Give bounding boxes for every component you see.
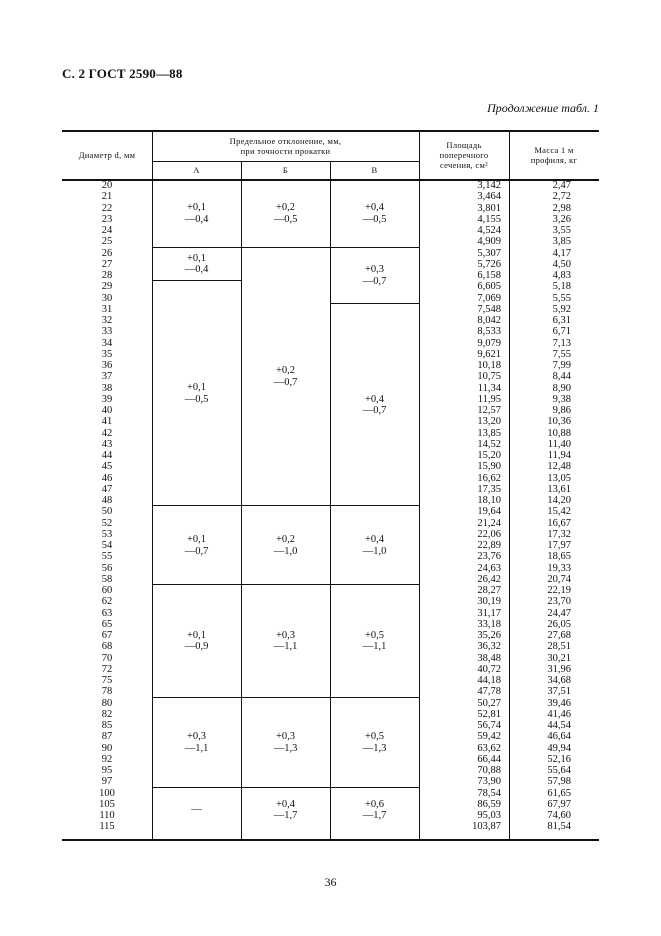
diameter-cell: 55 — [101, 551, 113, 563]
diameter-cell: 34 — [101, 337, 113, 349]
area-cell: 14,52 — [477, 438, 501, 450]
diameter-cell: 58 — [101, 573, 113, 585]
area-cell: 66,44 — [477, 753, 501, 765]
header-diameter: Диаметр d, мм — [78, 149, 136, 160]
tolerance-cell-a: +0,1 —0,9 — [184, 629, 209, 653]
mass-cell: 9,38 — [552, 393, 571, 405]
diameter-cell: 40 — [101, 405, 113, 416]
mass-cell: 57,98 — [547, 776, 571, 788]
mass-cell: 5,18 — [552, 281, 571, 293]
mass-cell: 61,65 — [547, 787, 571, 799]
diameter-cell: 54 — [101, 540, 113, 551]
mass-cell: 67,97 — [547, 798, 571, 810]
tolerance-cell-b: +0,3 —1,1 — [273, 629, 298, 653]
area-cell: 6,605 — [477, 281, 501, 293]
tolerance-cell-v: +0,6 —1,7 — [362, 798, 387, 821]
tolerance-cell-v: +0,5 —1,1 — [362, 629, 387, 653]
diameter-cell: 39 — [101, 393, 113, 405]
header-class-b: Б — [282, 165, 289, 175]
tolerance-cell-v: +0,5 —1,3 — [362, 731, 387, 754]
area-cell: 30,19 — [477, 596, 501, 608]
diameter-cell: 23 — [101, 213, 113, 225]
area-cell: 59,42 — [477, 731, 501, 743]
tolerance-cell-b: +0,2 —1,0 — [273, 534, 298, 557]
mass-cell: 49,94 — [547, 742, 571, 754]
diameter-cell: 85 — [101, 720, 113, 731]
area-cell: 24,63 — [477, 562, 501, 574]
area-cell: 38,48 — [477, 652, 501, 664]
area-cell: 26,42 — [477, 573, 501, 585]
mass-cell: 14,20 — [547, 495, 571, 506]
area-cell: 33,18 — [477, 618, 501, 630]
area-cell: 3,464 — [477, 191, 501, 203]
diameter-cell: 67 — [101, 630, 113, 641]
diameter-cell: 47 — [101, 483, 113, 495]
area-cell: 15,20 — [477, 450, 501, 461]
diameter-cell: 29 — [101, 281, 113, 293]
diameter-cell: 42 — [101, 427, 113, 439]
diameter-cell: 24 — [101, 225, 113, 236]
diameter-cell: 115 — [99, 821, 115, 833]
diameter-cell: 65 — [101, 618, 113, 630]
mass-cell: 9,86 — [552, 405, 571, 416]
area-cell: 7,548 — [477, 303, 501, 315]
diameter-cell: 100 — [99, 787, 115, 799]
diameter-cell: 26 — [101, 247, 113, 259]
tolerance-cell-b: +0,3 —1,3 — [273, 731, 298, 754]
area-cell: 52,81 — [477, 708, 501, 720]
diameter-cell: 20 — [101, 180, 113, 191]
area-cell: 63,62 — [477, 742, 501, 754]
tolerance-cell-a: +0,1 —0,4 — [184, 252, 209, 276]
area-cell: 4,155 — [477, 213, 501, 225]
area-cell: 3,142 — [477, 180, 501, 191]
area-cell: 8,042 — [477, 315, 501, 326]
mass-cell: 4,17 — [552, 247, 571, 259]
mass-cell: 10,88 — [547, 427, 571, 439]
area-cell: 56,74 — [477, 720, 501, 731]
mass-cell: 6,71 — [552, 326, 571, 338]
mass-cell: 5,92 — [552, 303, 571, 315]
diameter-cell: 68 — [101, 641, 113, 653]
tolerance-cell-v: +0,3 —0,7 — [362, 264, 387, 287]
tolerance-cell-a: +0,1 —0,7 — [184, 534, 209, 557]
dimensions-table — [62, 130, 599, 840]
page-number: 36 — [324, 875, 337, 889]
mass-cell: 6,31 — [552, 315, 571, 326]
area-cell: 16,62 — [477, 472, 501, 484]
area-cell: 13,85 — [477, 427, 501, 439]
area-cell: 5,726 — [477, 258, 501, 270]
diameter-cell: 44 — [101, 450, 113, 461]
mass-cell: 15,42 — [547, 506, 571, 518]
diameter-cell: 48 — [101, 495, 113, 506]
tolerance-cell-v: +0,4 —1,0 — [362, 534, 387, 557]
tolerance-cell-b: +0,2 —0,5 — [273, 202, 298, 225]
mass-cell: 13,61 — [547, 483, 571, 495]
area-cell: 17,35 — [477, 483, 501, 495]
area-cell: 6,158 — [477, 270, 501, 281]
mass-cell: 3,85 — [552, 236, 571, 248]
area-cell: 95,03 — [477, 810, 501, 821]
tolerance-cell-b: +0,4 —1,7 — [273, 798, 298, 821]
diameter-cell: 62 — [101, 596, 113, 608]
area-cell: 22,06 — [477, 528, 501, 540]
header-class-a: А — [193, 165, 200, 175]
tolerance-cell-b: +0,2 —0,7 — [273, 365, 298, 388]
diameter-cell: 105 — [99, 798, 115, 810]
area-cell: 11,34 — [477, 382, 501, 394]
diameter-cell: 63 — [101, 607, 113, 619]
mass-cell: 12,48 — [547, 461, 571, 473]
area-cell: 103,87 — [472, 821, 501, 833]
mass-cell: 2,47 — [552, 180, 571, 191]
tolerance-cell-v: +0,4 —0,5 — [362, 202, 387, 225]
area-cell: 9,621 — [477, 348, 501, 360]
table-continuation-note: Продолжение табл. 1 — [487, 101, 599, 115]
header-deviation: Предельное отклонение, мм, при точности прокатки — [229, 135, 342, 156]
tolerance-cell-v: +0,4 —0,7 — [362, 393, 387, 416]
diameter-cell: 43 — [101, 438, 113, 450]
mass-cell: 52,16 — [547, 753, 571, 765]
diameter-cell: 41 — [101, 416, 113, 428]
area-cell: 15,90 — [477, 461, 501, 473]
mass-cell: 7,55 — [552, 348, 571, 360]
diameter-cell: 31 — [101, 303, 113, 315]
tolerance-cell-a: +0,1 —0,5 — [184, 382, 209, 405]
diameter-cell: 38 — [101, 382, 113, 394]
mass-cell: 22,19 — [547, 585, 571, 596]
mass-cell: 4,50 — [552, 258, 571, 270]
mass-cell: 17,32 — [547, 528, 571, 540]
area-cell: 19,64 — [477, 506, 501, 518]
diameter-cell: 36 — [101, 360, 113, 371]
mass-cell: 74,60 — [547, 810, 571, 821]
mass-cell: 4,83 — [552, 270, 571, 281]
area-cell: 47,78 — [477, 686, 501, 698]
area-cell: 12,57 — [477, 405, 501, 416]
mass-cell: 20,74 — [547, 573, 571, 585]
diameter-cell: 110 — [99, 810, 115, 821]
diameter-cell: 82 — [101, 708, 113, 720]
mass-cell: 24,47 — [547, 607, 571, 619]
mass-cell: 37,51 — [547, 686, 571, 698]
mass-cell: 46,64 — [547, 731, 571, 743]
diameter-cell: 92 — [101, 753, 113, 765]
diameter-cell: 30 — [101, 292, 113, 304]
area-cell: 23,76 — [477, 551, 501, 563]
mass-cell: 30,21 — [547, 652, 571, 664]
diameter-cell: 46 — [101, 472, 113, 484]
diameter-cell: 27 — [101, 258, 113, 270]
area-cell: 50,27 — [477, 697, 501, 709]
area-cell: 9,079 — [477, 337, 501, 349]
diameter-cell: 22 — [101, 202, 113, 214]
mass-cell: 27,68 — [547, 630, 571, 641]
diameter-cell: 28 — [101, 270, 113, 281]
area-cell: 21,24 — [477, 517, 501, 529]
diameter-cell: 60 — [101, 585, 113, 596]
mass-cell: 26,05 — [547, 618, 571, 630]
mass-cell: 31,96 — [547, 663, 571, 675]
area-cell: 18,10 — [477, 495, 501, 506]
header-area: Площадь поперечного сечения, см² — [439, 139, 489, 170]
tolerance-cell-a: +0,1 —0,4 — [184, 202, 209, 225]
mass-cell: 10,36 — [547, 416, 571, 428]
area-cell: 5,307 — [477, 247, 501, 259]
mass-cell: 13,05 — [547, 472, 571, 484]
header-mass: Масса 1 м профиля, кг — [530, 144, 578, 165]
mass-cell: 55,64 — [547, 765, 571, 776]
table-bottom-rule — [62, 839, 599, 841]
area-cell: 11,95 — [477, 393, 501, 405]
area-cell: 35,26 — [477, 630, 501, 641]
diameter-cell: 56 — [101, 562, 113, 574]
mass-cell: 7,13 — [552, 337, 571, 349]
mass-cell: 3,55 — [552, 225, 571, 236]
diameter-cell: 21 — [101, 191, 113, 203]
mass-cell: 16,67 — [547, 517, 571, 529]
diameter-cell: 52 — [101, 517, 113, 529]
mass-cell: 11,94 — [547, 450, 571, 461]
area-cell: 78,54 — [477, 787, 501, 799]
diameter-cell: 72 — [101, 663, 113, 675]
diameter-cell: 75 — [101, 675, 113, 686]
page-header: С. 2 ГОСТ 2590—88 — [62, 66, 183, 81]
mass-cell: 2,72 — [552, 191, 571, 203]
diameter-cell: 33 — [101, 326, 113, 338]
diameter-cell: 45 — [101, 461, 113, 473]
diameter-cell: 70 — [101, 652, 113, 664]
area-cell: 10,18 — [477, 360, 501, 371]
mass-cell: 11,40 — [547, 438, 571, 450]
diameter-cell: 78 — [101, 686, 113, 698]
area-cell: 73,90 — [477, 776, 501, 788]
tolerance-cell-a: +0,3 —1,1 — [184, 731, 209, 754]
mass-cell: 19,33 — [547, 562, 571, 574]
mass-cell: 2,98 — [552, 202, 571, 214]
area-cell: 10,75 — [477, 371, 501, 383]
diameter-cell: 32 — [101, 315, 113, 326]
mass-cell: 81,54 — [547, 821, 571, 833]
area-cell: 44,18 — [477, 675, 501, 686]
mass-cell: 34,68 — [547, 675, 571, 686]
mass-cell: 8,44 — [552, 371, 571, 383]
area-cell: 28,27 — [477, 585, 501, 596]
diameter-cell: 37 — [101, 371, 113, 383]
mass-cell: 5,55 — [552, 292, 571, 304]
mass-cell: 3,26 — [552, 213, 571, 225]
diameter-cell: 80 — [101, 697, 113, 709]
area-cell: 13,20 — [477, 416, 501, 428]
mass-cell: 41,46 — [547, 708, 571, 720]
area-cell: 36,32 — [477, 641, 501, 653]
area-cell: 22,89 — [477, 540, 501, 551]
area-cell: 40,72 — [477, 663, 501, 675]
area-cell: 7,069 — [477, 292, 501, 304]
mass-cell: 28,51 — [547, 641, 571, 653]
mass-cell: 44,54 — [547, 720, 571, 731]
mass-cell: 17,97 — [547, 540, 571, 551]
area-cell: 3,801 — [477, 202, 501, 214]
area-cell: 70,88 — [477, 765, 501, 776]
area-cell: 4,524 — [477, 225, 501, 236]
header-class-v: В — [371, 165, 378, 175]
area-cell: 86,59 — [477, 798, 501, 810]
diameter-cell: 25 — [101, 236, 113, 248]
area-cell: 31,17 — [477, 607, 501, 619]
diameter-cell: 87 — [101, 731, 113, 743]
area-cell: 4,909 — [477, 236, 501, 248]
mass-cell: 18,65 — [547, 551, 571, 563]
mass-cell: 8,90 — [552, 382, 571, 394]
mass-cell: 7,99 — [552, 360, 571, 371]
diameter-cell: 50 — [101, 506, 113, 518]
diameter-cell: 35 — [101, 348, 113, 360]
area-cell: 8,533 — [477, 326, 501, 338]
mass-cell: 39,46 — [547, 697, 571, 709]
diameter-cell: 90 — [101, 742, 113, 754]
mass-cell: 23,70 — [547, 596, 571, 608]
diameter-cell: 53 — [101, 528, 113, 540]
diameter-cell: 95 — [101, 765, 113, 776]
diameter-cell: 97 — [101, 776, 113, 788]
tolerance-cell-a: — — [191, 804, 202, 816]
